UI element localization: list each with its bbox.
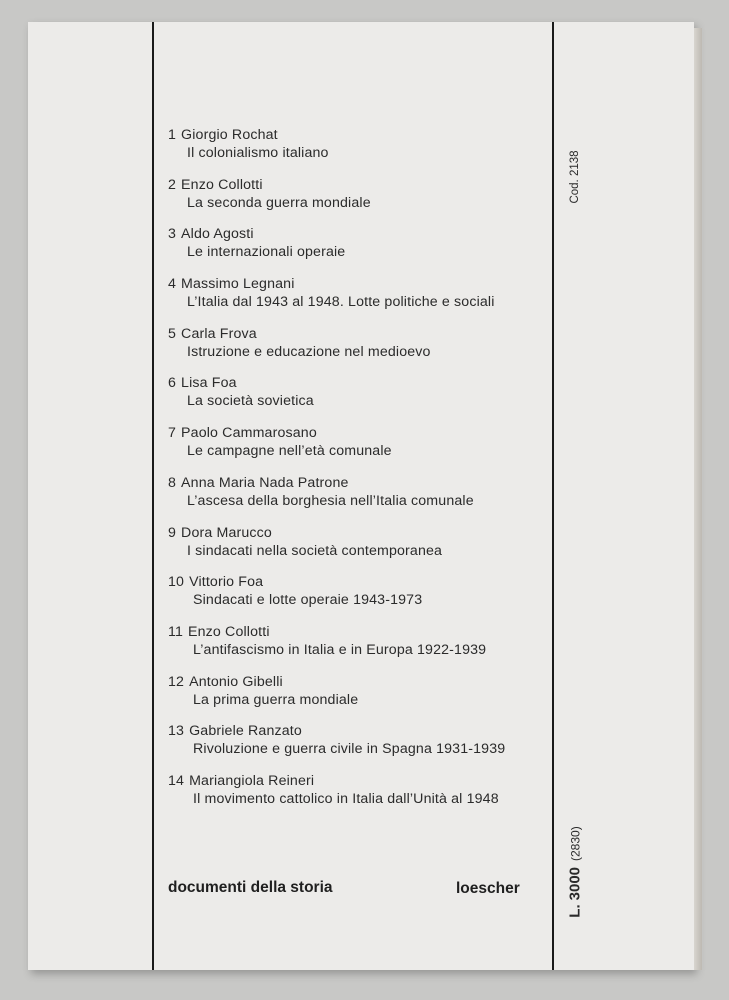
book-author: Enzo Collotti [181,176,263,193]
book-number: 8 [168,474,177,491]
book-list-item [168,126,548,176]
book-number: 11 [168,623,184,640]
book-author: Massimo Legnani [181,276,295,293]
book-number: 13 [168,723,185,740]
price-extra: (2830) [568,826,583,861]
book-title: Istruzione e educazione nel medioevo [187,343,431,360]
book-list-item [168,673,548,723]
book-title: Sindacati e lotte operaie 1943-1973 [193,592,423,609]
book-title: Rivoluzione e guerra civile in Spagna 1931-1939 [193,741,506,758]
book-list-item [168,772,548,822]
left-vertical-rule [152,22,154,970]
book-author: Vittorio Foa [189,574,264,591]
book-number: 9 [168,524,177,541]
book-number: 6 [168,375,177,392]
book-list-item [168,374,548,424]
book-title: Le campagne nell’età comunale [187,443,392,460]
book-list-item [168,474,548,524]
book-list-item [168,722,548,772]
publisher-name: loescher [456,880,520,897]
right-vertical-rule [552,22,554,970]
book-title: La prima guerra mondiale [193,691,359,708]
book-list-item [168,275,548,325]
book-number: 5 [168,325,177,342]
book-list-item [168,573,548,623]
book-number: 1 [168,127,177,143]
book-list-item [168,524,548,574]
book-list-item [168,225,548,275]
book-number: 3 [168,226,177,243]
book-title: L’Italia dal 1943 al 1948. Lotte politiche e sociali [187,294,495,311]
book-title: Il colonialismo italiano [187,145,329,161]
book-number: 2 [168,176,177,193]
book-author: Mariangiola Reineri [189,772,315,789]
book-list-item [168,623,548,673]
catalog-code: Cod. 2138 [569,150,581,204]
book-author: Dora Marucco [181,524,272,541]
book-author: Antonio Gibelli [189,673,283,690]
book-number: 14 [168,772,185,789]
book-number: 4 [168,276,177,293]
book-author: Gabriele Ranzato [189,723,302,740]
book-number: 7 [168,425,177,442]
book-author: Paolo Cammarosano [181,425,317,442]
book-title: La società sovietica [187,393,314,410]
book-author: Lisa Foa [181,375,237,392]
book-author: Carla Frova [181,325,257,342]
book-author: Giorgio Rochat [181,127,278,143]
price-value: 3000 [566,866,584,901]
book-author: Enzo Collotti [188,623,270,640]
book-number: 10 [168,574,185,591]
book-list-item [168,325,548,375]
back-cover [28,22,694,970]
book-title: L’antifascismo in Italia e in Europa 1922-1939 [193,641,487,658]
book-title: La seconda guerra mondiale [187,194,371,211]
book-list-item [168,424,548,474]
series-name: documenti della storia [168,879,333,896]
book-number: 12 [168,673,185,690]
book-title: Le internazionali operaie [187,244,346,261]
book-title: I sindacati nella società contemporanea [187,542,443,559]
book-title: L’ascesa della borghesia nell’Italia comunale [187,492,474,509]
book-author: Aldo Agosti [181,226,254,243]
price-currency: L. [566,904,584,918]
book-title: Il movimento cattolico in Italia dall’Unità al 1948 [193,790,499,807]
book-author: Anna Maria Nada Patrone [181,474,349,491]
book-page-edge [694,28,702,970]
book-list-item [168,176,548,226]
price-label [567,826,584,917]
book-list [168,126,548,822]
